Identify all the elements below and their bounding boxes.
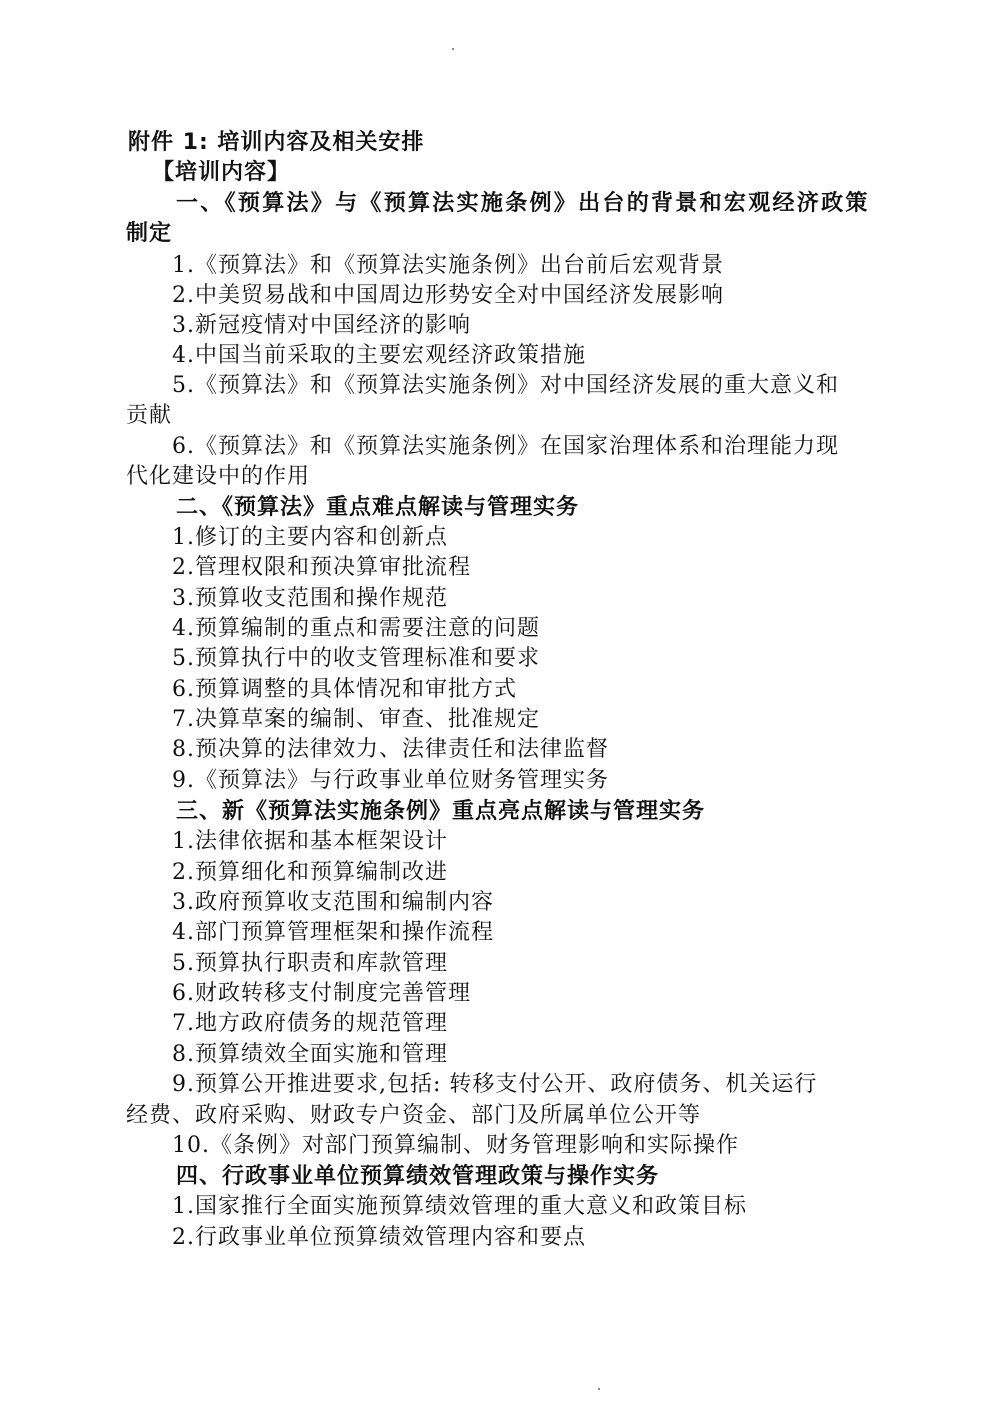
- list-item: 7.决算草案的编制、审查、批准规定: [172, 707, 540, 732]
- list-item: 3.预算收支范围和操作规范: [172, 586, 448, 611]
- list-item: 6.《预算法》和《预算法实施条例》在国家治理体系和治理能力现: [172, 434, 839, 459]
- list-item: 9.预算公开推进要求,包括: 转移支付公开、政府债务、机关运行: [172, 1072, 818, 1097]
- list-item: 1.法律依据和基本框架设计: [172, 829, 448, 854]
- list-item: 6.预算调整的具体情况和审批方式: [172, 677, 517, 702]
- list-item: 2.中美贸易战和中国周边形势安全对中国经济发展影响: [172, 283, 724, 308]
- section-1-title-cont: 制定: [126, 221, 173, 246]
- list-item: 5.《预算法》和《预算法实施条例》对中国经济发展的重大意义和: [172, 373, 839, 398]
- section-4-title: 四、行政事业单位预算绩效管理政策与操作实务: [176, 1164, 660, 1189]
- list-item-cont: 代化建设中的作用: [126, 464, 311, 489]
- list-item: 4.预算编制的重点和需要注意的问题: [172, 616, 540, 641]
- list-item-cont: 贡献: [126, 403, 173, 428]
- list-item: 5.预算执行中的收支管理标准和要求: [172, 646, 540, 671]
- list-item: 3.政府预算收支范围和编制内容: [172, 890, 494, 915]
- list-item: 3.新冠疫情对中国经济的影响: [172, 313, 471, 338]
- list-item: 5.预算执行职责和库款管理: [172, 951, 448, 976]
- list-item: 4.部门预算管理框架和操作流程: [172, 920, 494, 945]
- scan-speck: [598, 1388, 600, 1390]
- list-item: 1.《预算法》和《预算法实施条例》出台前后宏观背景: [172, 253, 724, 278]
- list-item: 4.中国当前采取的主要宏观经济政策措施: [172, 343, 586, 368]
- list-item: 1.修订的主要内容和创新点: [172, 525, 448, 550]
- list-item: 8.预算绩效全面实施和管理: [172, 1042, 448, 1067]
- list-item: 2.行政事业单位预算绩效管理内容和要点: [172, 1225, 586, 1250]
- list-item: 6.财政转移支付制度完善管理: [172, 981, 471, 1006]
- list-item: 10.《条例》对部门预算编制、财务管理影响和实际操作: [172, 1133, 739, 1158]
- list-item: 9.《预算法》与行政事业单位财务管理实务: [172, 768, 609, 793]
- training-content-heading: 【培训内容】: [152, 160, 291, 185]
- list-item: 7.地方政府债务的规范管理: [172, 1011, 448, 1036]
- attachment-title: 附件 1: 培训内容及相关安排: [128, 130, 425, 155]
- list-item: 1.国家推行全面实施预算绩效管理的重大意义和政策目标: [172, 1194, 747, 1219]
- list-item-cont: 经费、政府采购、财政专户资金、部门及所属单位公开等: [126, 1103, 702, 1128]
- list-item: 2.预算细化和预算编制改进: [172, 860, 448, 885]
- list-item: 8.预决算的法律效力、法律责任和法律监督: [172, 737, 609, 762]
- section-2-title: 二、《预算法》重点难点解读与管理实务: [176, 495, 580, 520]
- scan-speck: [452, 48, 454, 50]
- section-3-title: 三、新《预算法实施条例》重点亮点解读与管理实务: [176, 799, 706, 824]
- list-item: 2.管理权限和预决算审批流程: [172, 555, 471, 580]
- section-1-title: 一、《预算法》与《预算法实施条例》出台的背景和宏观经济政策: [176, 191, 870, 216]
